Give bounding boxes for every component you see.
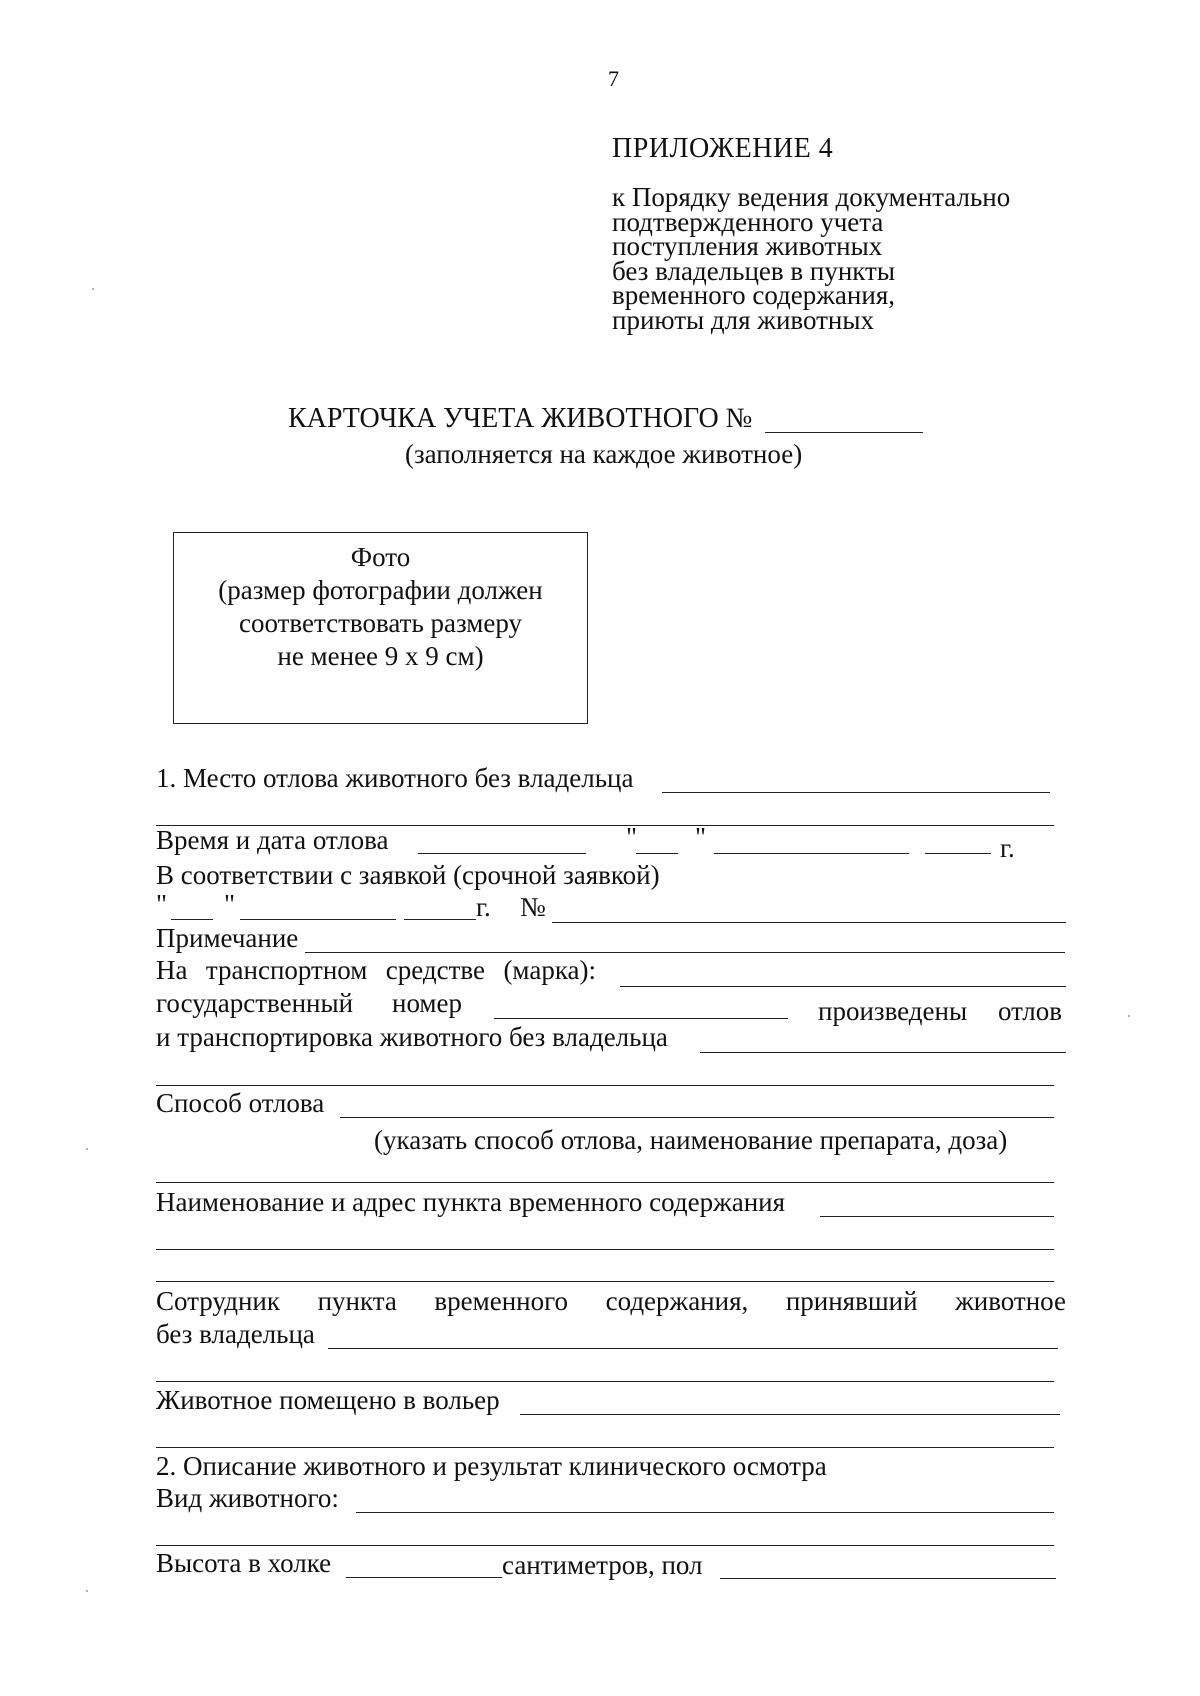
plate-word-2: номер xyxy=(392,988,463,1018)
appendix-subtitle-line: к Порядку ведения документально xyxy=(612,182,1011,212)
shelter-field-2[interactable] xyxy=(156,1249,1054,1250)
request-year-field[interactable] xyxy=(404,919,476,920)
capture-time-label: Время и дата отлова xyxy=(156,825,389,855)
photo-title: Фото xyxy=(350,542,411,572)
transport-field-2[interactable] xyxy=(156,1085,1054,1086)
enclosure-label: Животное помещено в вольер xyxy=(156,1385,500,1415)
capture-method-hint: (указать способ отлова, наименование препарата, доза) xyxy=(374,1125,1008,1155)
appendix-subtitle-line: подтвержденного учета xyxy=(612,206,884,237)
performed-word-2: отлов xyxy=(998,996,1062,1026)
card-title: КАРТОЧКА УЧЕТА ЖИВОТНОГО № xyxy=(288,403,753,434)
card-subtitle: (заполняется на каждое животное) xyxy=(405,439,803,469)
height-field[interactable] xyxy=(346,1577,502,1578)
vehicle-word: средстве xyxy=(385,955,486,985)
page-number: 7 xyxy=(608,66,619,91)
employee-label-line2: без владельца xyxy=(156,1319,315,1349)
appendix-title: ПРИЛОЖЕНИЕ 4 xyxy=(612,133,834,164)
capture-place-label: 1. Место отлова животного без владельца xyxy=(156,763,634,793)
employee-field[interactable] xyxy=(328,1348,1058,1349)
capture-month-field[interactable] xyxy=(714,853,909,854)
shelter-field-3[interactable] xyxy=(156,1281,1054,1282)
photo-line: не менее 9 х 9 см) xyxy=(277,641,484,671)
photo-box xyxy=(173,532,588,724)
capture-time-field[interactable] xyxy=(418,853,586,854)
appendix-subtitle-line: временного содержания, xyxy=(612,280,895,310)
height-label: Высота в холке xyxy=(156,1548,332,1578)
request-number-sign: № xyxy=(520,892,546,922)
employee-word: Сотрудник xyxy=(156,1286,280,1316)
photo-line: соответствовать размеру xyxy=(239,608,522,638)
shelter-field[interactable] xyxy=(820,1216,1054,1217)
capture-year-suffix: г. xyxy=(1000,833,1015,863)
species-label: Вид животного: xyxy=(156,1483,339,1513)
employee-word: животное xyxy=(955,1286,1066,1316)
request-month-field[interactable] xyxy=(240,919,396,920)
employee-word: пункта xyxy=(317,1286,397,1316)
capture-place-field[interactable] xyxy=(662,792,1050,793)
per-request-label: В соответствии с заявкой (срочной заявкой) xyxy=(156,860,660,890)
employee-field-2[interactable] xyxy=(156,1381,1054,1382)
quote-open: " xyxy=(626,822,638,852)
capture-method-field[interactable] xyxy=(340,1117,1054,1118)
sex-field[interactable] xyxy=(720,1578,1056,1579)
employee-word: содержания, xyxy=(605,1286,749,1316)
vehicle-word: транспортном xyxy=(205,955,368,985)
appendix-subtitle-line: без владельцев в пункты xyxy=(612,255,895,286)
vehicle-word: На xyxy=(156,955,188,985)
transport-field[interactable] xyxy=(700,1052,1066,1053)
scan-speck xyxy=(92,288,94,290)
appendix-subtitle-line: приюты для животных xyxy=(612,304,874,335)
employee-label xyxy=(156,1286,1066,1316)
employee-word: принявший xyxy=(785,1286,918,1316)
species-field[interactable] xyxy=(356,1512,1054,1513)
centimeters-sex-label: сантиметров, пол xyxy=(502,1550,703,1580)
quote-open: " xyxy=(156,889,168,919)
performed-word-1: произведены xyxy=(818,996,968,1026)
appendix-subtitle xyxy=(612,182,1042,335)
card-number-field[interactable] xyxy=(765,432,923,433)
employee-word: временного xyxy=(434,1286,569,1316)
capture-method-field-2[interactable] xyxy=(156,1182,1054,1183)
request-number-field[interactable] xyxy=(552,922,1066,923)
scan-speck xyxy=(86,1590,88,1592)
species-field-2[interactable] xyxy=(156,1545,1054,1546)
note-field[interactable] xyxy=(305,952,1065,953)
shelter-label: Наименование и адрес пункта временного содержания xyxy=(156,1187,786,1217)
quote-close: " xyxy=(695,822,707,852)
vehicle-brand-field[interactable] xyxy=(620,986,1066,987)
photo-line: (размер фотографии должен xyxy=(218,575,543,605)
capture-year-field[interactable] xyxy=(925,853,991,854)
capture-method-label: Способ отлова xyxy=(156,1088,325,1118)
transport-label: и транспортировка животного без владельца xyxy=(156,1022,668,1052)
appendix-subtitle-line: поступления животных xyxy=(612,231,883,261)
vehicle-label xyxy=(156,955,596,985)
vehicle-word: (марка): xyxy=(503,955,596,985)
enclosure-field-2[interactable] xyxy=(156,1447,1054,1448)
section2-title: 2. Описание животного и результат клинического осмотра xyxy=(156,1451,827,1481)
scan-speck xyxy=(86,1148,88,1150)
quote-close: " xyxy=(224,889,236,919)
request-day-field[interactable] xyxy=(171,919,213,920)
enclosure-field[interactable] xyxy=(520,1414,1060,1415)
scan-speck xyxy=(1128,1015,1130,1017)
note-label: Примечание xyxy=(156,923,299,953)
plate-number-field[interactable] xyxy=(494,1018,788,1019)
capture-day-field[interactable] xyxy=(636,853,678,854)
plate-word-1: государственный xyxy=(156,988,354,1018)
request-year-suffix: г. xyxy=(476,892,491,922)
